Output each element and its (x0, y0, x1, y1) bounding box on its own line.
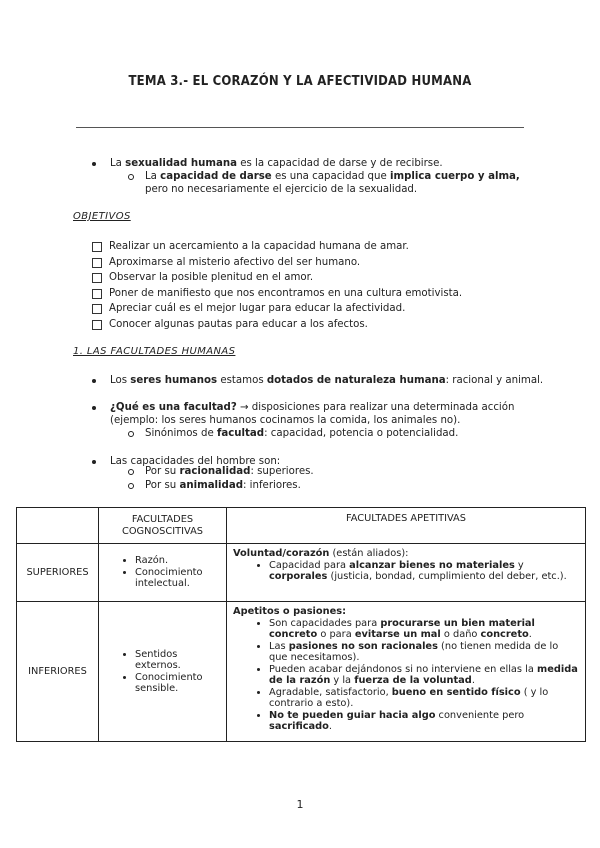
sub-bullet-icon (128, 431, 134, 437)
list-item: • Agradable, satisfactorio, bueno en sentido físico ( y lo contrario a esto). (269, 687, 579, 710)
page-number: 1 (296, 798, 304, 811)
cog-cell (99, 602, 227, 742)
checkbox-icon (92, 258, 102, 268)
table-row-inferiores (17, 602, 586, 742)
list-item: • Conocimiento sensible. (135, 672, 226, 695)
row-label: SUPERIORES (17, 544, 99, 602)
objetivos-heading: OBJETIVOS (73, 211, 131, 222)
bullet-icon (92, 162, 96, 166)
list-item: • Conocimiento intelectual. (135, 567, 226, 590)
list-item: • Razón. (135, 555, 226, 567)
ape-head: Voluntad/corazón (están aliados): (233, 548, 409, 559)
section-heading: 1. LAS FACULTADES HUMANAS (73, 346, 236, 357)
objetivo-item: Realizar un acercamiento a la capacidad humana de amar. (109, 241, 409, 252)
page-title: TEMA 3.- EL CORAZÓN Y LA AFECTIVIDAD HUMANA (128, 74, 472, 89)
section-subbullet: Por su racionalidad: superiores. (145, 466, 314, 477)
checkbox-icon (92, 304, 102, 314)
list-item: • Capacidad para alcanzar bienes no materiales y corporales (justicia, bondad, cumplimiento del deber, etc.). (269, 560, 579, 583)
cog-cell (99, 544, 227, 602)
faculties-table (16, 507, 586, 742)
bullet-icon (92, 460, 96, 464)
sub-bullet-icon (128, 174, 134, 180)
bullet-icon (92, 406, 96, 410)
sub-bullet-icon (128, 469, 134, 475)
list-item: • Son capacidades para procurarse un bien material concreto o para evitarse un mal o daño concreto. (269, 618, 579, 641)
section-bullet: Las capacidades del hombre son: (110, 456, 281, 467)
header-empty-cell (17, 508, 99, 544)
section-subbullet: Sinónimos de facultad: capacidad, potencia o potencialidad. (145, 428, 459, 439)
list-item: • Las pasiones no son racionales (no tienen medida de lo que necesitamos). (269, 641, 579, 664)
header-cognoscitivas: FACULTADES COGNOSCITIVAS (99, 508, 227, 544)
intro-subbullet: La capacidad de darse es una capacidad que implica cuerpo y alma, pero no necesariamente el ejercicio de la sexualidad. (145, 171, 520, 195)
intro-bullet: La sexualidad humana es la capacidad de darse y de recibirse. (110, 158, 443, 169)
objetivo-item: Observar la posible plenitud en el amor. (109, 272, 314, 283)
checkbox-icon (92, 289, 102, 299)
ape-cell (227, 602, 586, 742)
row-label: INFERIORES (17, 602, 99, 742)
checkbox-icon (92, 242, 102, 252)
objetivo-item: Apreciar cuál es el mejor lugar para educar la afectividad. (109, 303, 406, 314)
list-item: • Pueden acabar dejándonos si no interviene en ellas la medida de la razón y la fuerza de la voluntad. (269, 664, 579, 687)
ape-cell (227, 544, 586, 602)
objetivo-item: Poner de manifiesto que nos encontramos en una cultura emotivista. (109, 288, 463, 299)
ape-head: Apetitos o pasiones: (233, 606, 346, 617)
section-bullet: Los seres humanos estamos dotados de naturaleza humana: racional y animal. (110, 375, 544, 386)
header-apetitivas: FACULTADES APETITIVAS (227, 508, 586, 544)
title-divider (76, 127, 524, 128)
checkbox-icon (92, 320, 102, 330)
list-item: • No te pueden guiar hacia algo conveniente pero sacrificado. (269, 710, 579, 733)
checkbox-icon (92, 273, 102, 283)
sub-bullet-icon (128, 483, 134, 489)
section-subbullet: Por su animalidad: inferiores. (145, 480, 301, 491)
section-bullet: ¿Qué es una facultad? → disposiciones para realizar una determinada acción (ejemplo: los seres humanos cocinamos la comida, los animales no). (110, 402, 515, 426)
table-header-row (17, 508, 586, 544)
objetivo-item: Aproximarse al misterio afectivo del ser humano. (109, 257, 361, 268)
list-item: • Sentidos externos. (135, 649, 226, 672)
table-row-superiores (17, 544, 586, 602)
objetivo-item: Conocer algunas pautas para educar a los afectos. (109, 319, 368, 330)
bullet-icon (92, 379, 96, 383)
